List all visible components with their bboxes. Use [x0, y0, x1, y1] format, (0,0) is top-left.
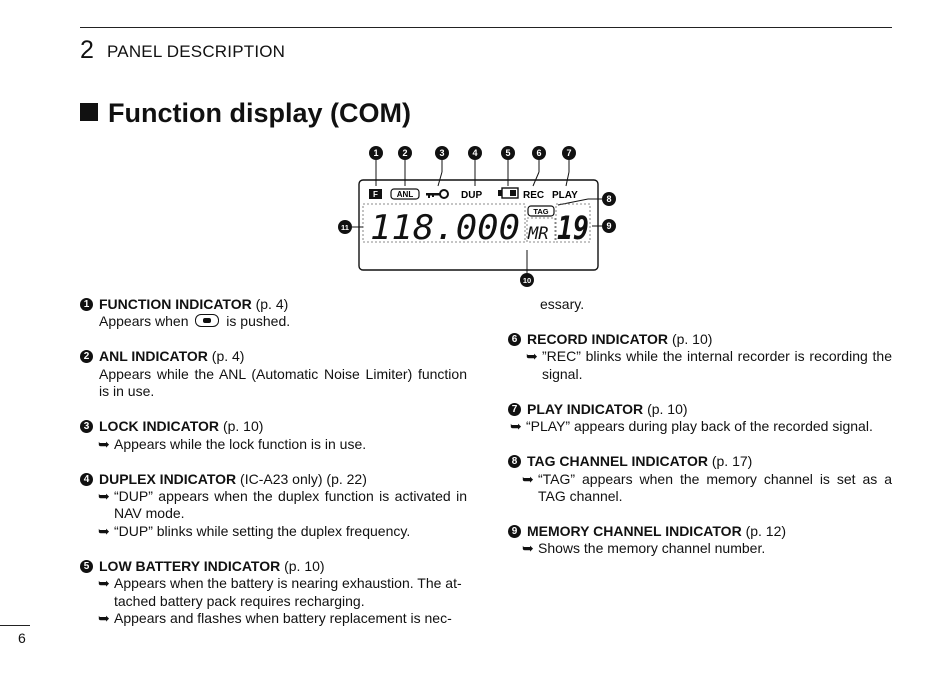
item-number: 6 [508, 333, 521, 346]
item-low-battery-continued: essary. [540, 296, 585, 312]
arrow-icon: ➥ [526, 348, 538, 365]
callout-9: 9 [606, 221, 612, 231]
item-anl-indicator [80, 348, 467, 400]
item-memory-channel-indicator: 9 MEMORY CHANNEL INDICATOR (p. 12) ➥ Shows the memory channel number. [508, 523, 892, 558]
footer-rule [0, 625, 30, 626]
f-indicator: F [373, 190, 378, 199]
item-page-ref: (p. 10) [647, 400, 688, 417]
item-number: 2 [80, 350, 93, 363]
section-title [80, 96, 411, 130]
page-number: 6 [18, 630, 26, 646]
mr-indicator: MR [528, 224, 549, 244]
item-number: 4 [80, 473, 93, 486]
callout-2: 2 [402, 148, 408, 158]
arrow-icon: ➥ [522, 470, 534, 487]
item-number: 1 [80, 298, 93, 311]
item-title: TAG CHANNEL INDICATOR [527, 453, 708, 470]
item-number: 9 [508, 525, 521, 538]
item-page-ref: (p. 10) [284, 557, 325, 574]
item-title: FUNCTION INDICATOR [99, 296, 252, 312]
header-rule [80, 27, 892, 28]
play-indicator: PLAY [552, 190, 578, 201]
item-title: LOW BATTERY INDICATOR [99, 557, 281, 574]
item-title: LOCK INDICATOR [99, 418, 220, 435]
square-bullet-icon [80, 103, 98, 121]
callout-4: 4 [472, 148, 478, 158]
callout-3: 3 [439, 148, 445, 158]
item-title: ANL INDICATOR [99, 348, 208, 365]
item-number: 5 [80, 560, 93, 573]
item-duplex-indicator: 4 DUPLEX INDICATOR (IC-A23 only) (p. 22) ➥ “DUP” appears when the duplex function is activated in NAV mode. ➥ “DUP” blinks while setting the duplex frequency. [80, 471, 467, 541]
callout-6: 6 [536, 148, 542, 158]
item-low-battery-indicator: 5 LOW BATTERY INDICATOR (p. 10) ➥ Appears when the battery is nearing exhaustion. The at- tached battery pack requires recharging. ➥ Appears and flashes when battery replacement is nec- [80, 558, 467, 628]
right-column [508, 296, 892, 575]
item-page-ref: (p. 4) [255, 296, 289, 312]
function-display-diagram [330, 138, 630, 288]
rec-indicator: REC [523, 190, 545, 201]
left-column [80, 296, 467, 645]
item-number: 3 [80, 420, 93, 433]
item-page-ref: (p. 10) [222, 418, 264, 435]
item-page-ref: (IC-A23 only) (p. 22) [240, 470, 367, 487]
tag-indicator: TAG [533, 207, 549, 216]
chapter-number: 2 [80, 36, 94, 64]
item-title: RECORD INDICATOR [527, 331, 669, 347]
item-body: Appears while the ANL (Automatic Noise Limiter) function is in use. [99, 365, 467, 400]
arrow-icon: ➥ [522, 540, 534, 557]
arrow-icon: ➥ [98, 522, 110, 539]
item-page-ref: (p. 4) [211, 348, 245, 365]
section-title-text: Function display (COM) [108, 98, 411, 128]
item-page-ref: (p. 17) [711, 453, 753, 470]
arrow-icon: ➥ [510, 418, 522, 435]
channel-digits: 19 [557, 209, 589, 247]
item-lock-indicator: 3 LOCK INDICATOR (p. 10) ➥ Appears while the lock function is in use. [80, 418, 467, 453]
callout-11: 11 [341, 223, 349, 232]
chapter-title: PANEL DESCRIPTION [107, 42, 286, 61]
callout-1: 1 [373, 148, 379, 158]
arrow-icon: ➥ [98, 575, 110, 592]
item-title: PLAY INDICATOR [527, 400, 644, 417]
arrow-icon: ➥ [98, 488, 110, 505]
item-title: MEMORY CHANNEL INDICATOR [527, 523, 742, 540]
callout-10: 10 [522, 276, 532, 285]
callout-7: 7 [566, 148, 572, 158]
anl-indicator: ANL [396, 190, 414, 199]
item-play-indicator: 7 PLAY INDICATOR (p. 10) ➥ “PLAY” appears during play back of the recorded signal. [510, 400, 873, 435]
item-tag-channel-indicator: 8 TAG CHANNEL INDICATOR (p. 17) ➥ “TAG” appears when the memory channel is set as a TAG channel. [508, 453, 892, 505]
item-title: DUPLEX INDICATOR [99, 470, 237, 487]
function-key-icon [195, 314, 219, 327]
dup-indicator: DUP [461, 190, 483, 201]
item-number: 7 [508, 403, 521, 416]
callout-8: 8 [606, 194, 612, 204]
arrow-icon: ➥ [98, 610, 110, 627]
arrow-icon: ➥ [98, 435, 110, 452]
item-page-ref: (p. 12) [745, 523, 787, 540]
item-page-ref: (p. 10) [671, 331, 713, 347]
callout-5: 5 [505, 148, 511, 158]
item-function-indicator: 1 FUNCTION INDICATOR (p. 4) Appears when is pushed. [80, 296, 467, 331]
item-record-indicator: 6 RECORD INDICATOR (p. 10) ➥ ”REC” blinks while the internal recorder is recording the signal. [508, 331, 892, 383]
frequency-digits: 118.000 [370, 208, 520, 248]
item-number: 8 [508, 455, 521, 468]
